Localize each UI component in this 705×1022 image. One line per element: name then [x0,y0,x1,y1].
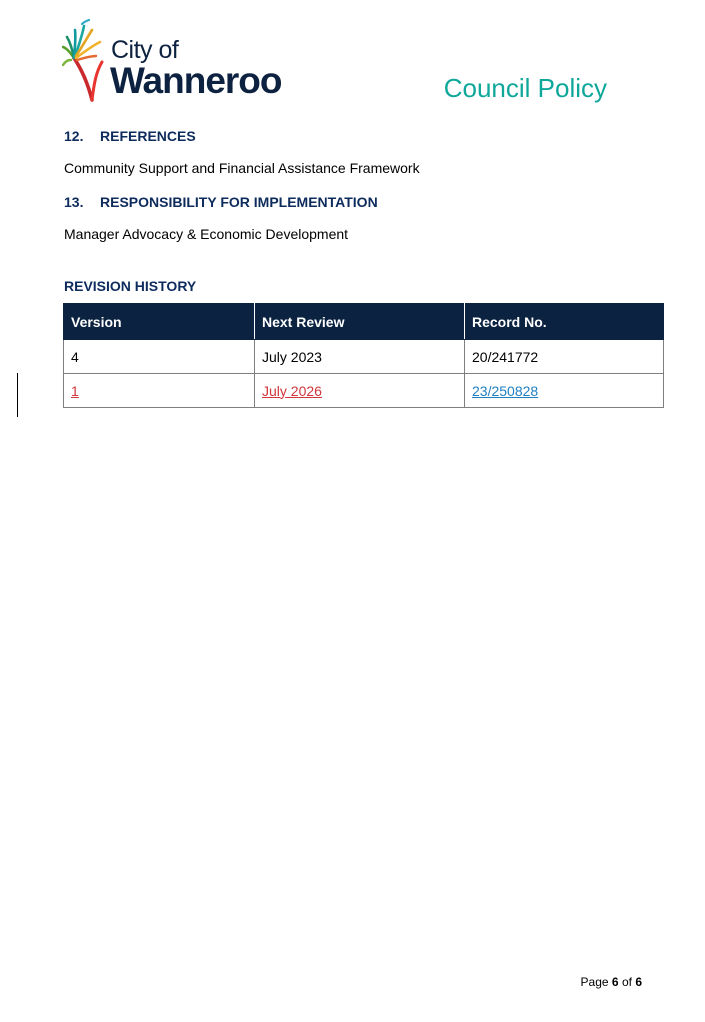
document-type-title: Council Policy [443,73,607,103]
section-body-responsibility: Manager Advocacy & Economic Development [64,226,349,242]
table-header-row [64,304,664,340]
section-title: REFERENCES [100,128,196,144]
page-label: Page [580,975,609,989]
section-heading-responsibility [64,195,378,209]
table-row [64,374,664,408]
column-header-next-review: Next Review [255,304,465,340]
revised-version-text: 1 [71,382,79,399]
table-row [64,340,664,374]
revised-next-review-text: July 2026 [262,382,322,399]
section-body-references: Community Support and Financial Assistance Framework [64,160,420,176]
column-header-record-no: Record No. [465,304,664,340]
page-total: 6 [635,975,642,989]
revision-history-table [63,303,664,408]
cell-record-no: 20/241772 [465,340,664,374]
page-number-footer [581,976,642,988]
section-number: 13. [64,194,84,210]
cell-next-review: July 2023 [255,340,465,374]
cell-record-no [465,374,664,408]
cell-version [64,374,255,408]
section-number: 12. [64,128,84,144]
page-of: of [621,975,632,989]
column-header-version: Version [64,304,255,340]
logo-city-of-text: City of [111,36,179,64]
logo-wanneroo-text: Wanneroo [110,60,282,101]
city-of-wanneroo-logo [62,18,294,104]
cell-version: 4 [64,340,255,374]
section-title: RESPONSIBILITY FOR IMPLEMENTATION [100,194,378,210]
cell-next-review [255,374,465,408]
page-current: 6 [611,975,619,989]
revision-change-bar [17,373,18,417]
section-heading-references [64,129,196,143]
revision-history-title: REVISION HISTORY [64,278,197,294]
record-number-link[interactable]: 23/250828 [472,382,539,399]
